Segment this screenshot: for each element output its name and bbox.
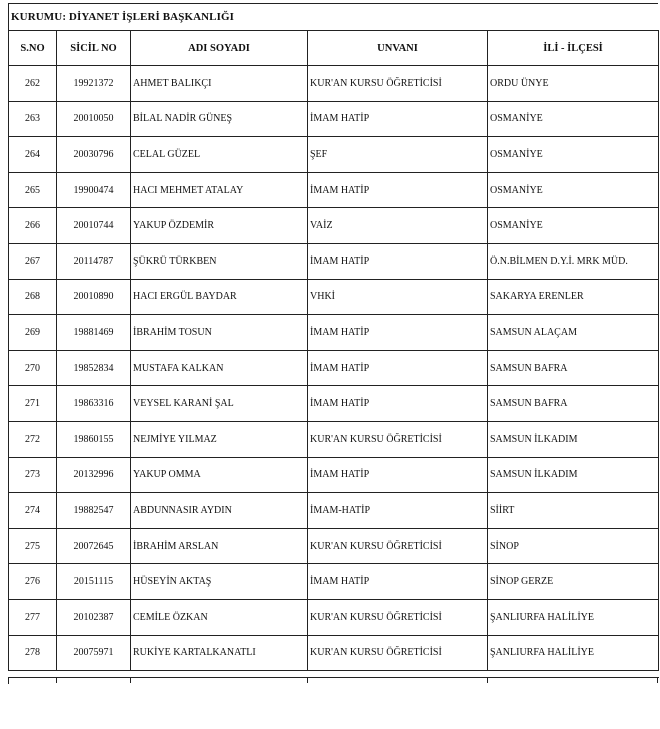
cell-sno: 274 [9,493,57,529]
cell-location: SİNOP [488,528,659,564]
cell-title: İMAM HATİP [308,315,488,351]
cell-title: KUR'AN KURSU ÖĞRETİCİSİ [308,635,488,671]
cell-name: HACI MEHMET ATALAY [131,172,308,208]
cell-location: ŞANLIURFA HALİLİYE [488,599,659,635]
table-row [9,386,659,422]
cell-sno: 264 [9,137,57,173]
cell-location: ORDU ÜNYE [488,66,659,102]
cell-name: RUKİYE KARTALKANATLI [131,635,308,671]
cell-sno: 262 [9,66,57,102]
cell-name: İBRAHİM TOSUN [131,315,308,351]
table-row [9,599,659,635]
cell-title: İMAM-HATİP [308,493,488,529]
table-row [9,493,659,529]
cell-name: BİLAL NADİR GÜNEŞ [131,101,308,137]
table-row [9,66,659,102]
cell-name: MUSTAFA KALKAN [131,350,308,386]
cell-name: HÜSEYİN AKTAŞ [131,564,308,600]
cell-name: CELAL GÜZEL [131,137,308,173]
cell-sno: 263 [9,101,57,137]
cell-location: SAKARYA ERENLER [488,279,659,315]
cell-sno: 277 [9,599,57,635]
cell-location: SAMSUN BAFRA [488,386,659,422]
table-row [9,172,659,208]
cell-location: Ö.N.BİLMEN D.Y.İ. MRK MÜD. [488,243,659,279]
cell-sno: 271 [9,386,57,422]
cell-sno: 273 [9,457,57,493]
cell-sicil-no: 19852834 [57,350,131,386]
header-sicil-no: SİCİL NO [57,31,131,66]
cell-title: İMAM HATİP [308,243,488,279]
table-row [9,279,659,315]
cell-name: NEJMİYE YILMAZ [131,421,308,457]
cell-title: İMAM HATİP [308,564,488,600]
cell-name: AHMET BALIKÇI [131,66,308,102]
cell-title: KUR'AN KURSU ÖĞRETİCİSİ [308,528,488,564]
cell-location: SAMSUN İLKADIM [488,421,659,457]
cell-sicil-no: 19863316 [57,386,131,422]
cell-location: SİİRT [488,493,659,529]
cell-name: VEYSEL KARANİ ŞAL [131,386,308,422]
next-row-fragment [8,677,658,683]
cell-sicil-no: 20072645 [57,528,131,564]
cell-name: HACI ERGÜL BAYDAR [131,279,308,315]
header-sno: S.NO [9,31,57,66]
cell-title: KUR'AN KURSU ÖĞRETİCİSİ [308,66,488,102]
cell-sicil-no: 20151115 [57,564,131,600]
table-row [9,564,659,600]
institution-heading: KURUMU: DİYANET İŞLERİ BAŞKANLIĞI [8,3,658,30]
cell-sicil-no: 19882547 [57,493,131,529]
cell-title: İMAM HATİP [308,457,488,493]
cell-sicil-no: 20132996 [57,457,131,493]
cell-location: OSMANİYE [488,101,659,137]
cell-title: VHKİ [308,279,488,315]
cell-sno: 272 [9,421,57,457]
header-title: UNVANI [308,31,488,66]
table-row [9,528,659,564]
cell-location: SİNOP GERZE [488,564,659,600]
table-row [9,315,659,351]
cell-sicil-no: 19881469 [57,315,131,351]
personnel-table [8,30,659,671]
cell-sno: 268 [9,279,57,315]
cell-name: YAKUP OMMA [131,457,308,493]
table-row [9,137,659,173]
cell-title: İMAM HATİP [308,386,488,422]
table-header-row [9,31,659,66]
cell-sno: 278 [9,635,57,671]
header-location: İLİ - İLÇESİ [488,31,659,66]
cell-name: ABDUNNASIR AYDIN [131,493,308,529]
cell-sicil-no: 19900474 [57,172,131,208]
cell-sno: 275 [9,528,57,564]
cell-title: İMAM HATİP [308,101,488,137]
table-row [9,243,659,279]
cell-sicil-no: 20075971 [57,635,131,671]
cell-title: ŞEF [308,137,488,173]
cell-title: KUR'AN KURSU ÖĞRETİCİSİ [308,599,488,635]
table-row [9,350,659,386]
table-row [9,208,659,244]
cell-sno: 265 [9,172,57,208]
cell-location: ŞANLIURFA HALİLİYE [488,635,659,671]
cell-sicil-no: 20030796 [57,137,131,173]
cell-sicil-no: 19921372 [57,66,131,102]
cell-name: İBRAHİM ARSLAN [131,528,308,564]
table-row [9,101,659,137]
cell-title: VAİZ [308,208,488,244]
cell-location: OSMANİYE [488,137,659,173]
cell-location: OSMANİYE [488,172,659,208]
table-row [9,457,659,493]
cell-name: CEMİLE ÖZKAN [131,599,308,635]
cell-name: ŞÜKRÜ TÜRKBEN [131,243,308,279]
table-row [9,421,659,457]
header-name: ADI SOYADI [131,31,308,66]
cell-sno: 269 [9,315,57,351]
cell-location: SAMSUN BAFRA [488,350,659,386]
cell-sicil-no: 20114787 [57,243,131,279]
cell-sicil-no: 20010050 [57,101,131,137]
cell-sicil-no: 19860155 [57,421,131,457]
cell-location: OSMANİYE [488,208,659,244]
cell-title: İMAM HATİP [308,350,488,386]
cell-sicil-no: 20102387 [57,599,131,635]
cell-title: KUR'AN KURSU ÖĞRETİCİSİ [308,421,488,457]
cell-sicil-no: 20010890 [57,279,131,315]
cell-sicil-no: 20010744 [57,208,131,244]
cell-name: YAKUP ÖZDEMİR [131,208,308,244]
cell-sno: 266 [9,208,57,244]
cell-sno: 267 [9,243,57,279]
cell-title: İMAM HATİP [308,172,488,208]
cell-location: SAMSUN İLKADIM [488,457,659,493]
cell-sno: 270 [9,350,57,386]
cell-sno: 276 [9,564,57,600]
cell-location: SAMSUN ALAÇAM [488,315,659,351]
table-row [9,635,659,671]
